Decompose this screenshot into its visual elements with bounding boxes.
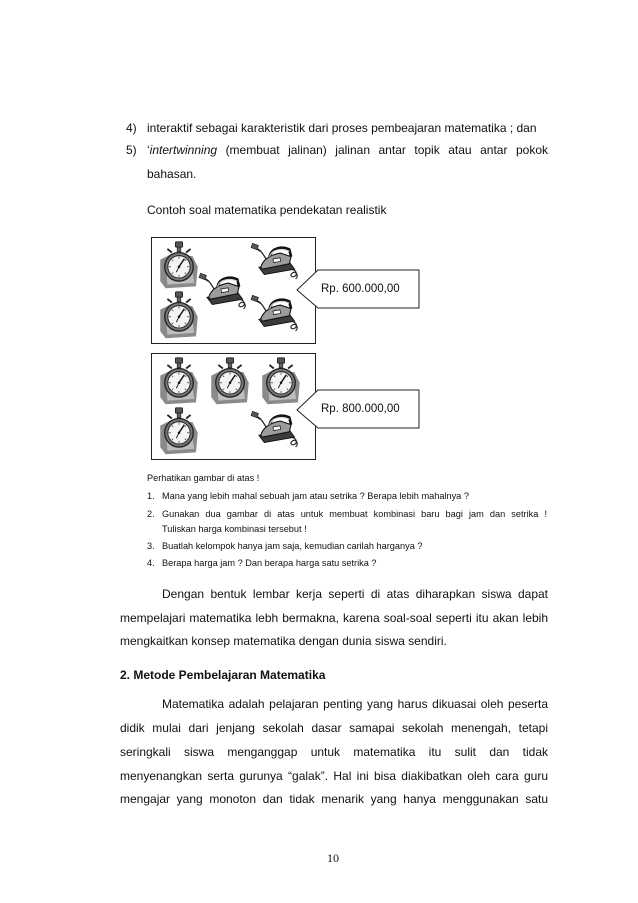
list-item-4-number: 4) — [126, 121, 137, 135]
worksheet-intro: Perhatikan gambar di atas ! — [147, 473, 260, 483]
section-heading: 2. Metode Pembelajaran Matematika — [120, 668, 326, 682]
example-heading: Contoh soal matematika pendekatan realistik — [147, 203, 387, 217]
list-item-4-text: interaktif sebagai karakteristik dari proses pembeajaran matematika ; dan — [147, 121, 537, 135]
paragraph-1-line-3: mengkaitkan konsep matematika dengan dunia siswa sendiri. — [120, 634, 447, 648]
question-3-number: 3. — [147, 541, 155, 551]
list-item-5-text — [147, 143, 548, 158]
stopwatch-icon — [156, 356, 202, 406]
question-4-text: Berapa harga jam ? Dan berapa harga satu setrika ? — [162, 558, 377, 568]
question-2-text: Gunakan dua gambar di atas untuk membuat kombinasi baru bagi jam dan setrika ! — [162, 509, 547, 519]
paragraph-2-line-3: seringkali siswa menganggap untuk matematika itu sulit dan tidak — [120, 745, 548, 759]
iron-icon — [198, 272, 248, 312]
iron-icon — [250, 410, 300, 450]
question-1-number: 1. — [147, 491, 155, 501]
quote-mark: ‘ — [147, 143, 150, 157]
paragraph-1-line-1: Dengan bentuk lembar kerja seperti di atas diharapkan siswa dapat — [162, 587, 548, 601]
figure-box-2 — [151, 353, 316, 460]
list-item-5-continuation: bahasan. — [147, 167, 197, 181]
italic-term: intertwinning — [149, 143, 218, 157]
stopwatch-icon — [156, 406, 202, 456]
paragraph-2-line-5: mengajar yang monoton dan tidak menarik yang hanya menggunakan satu — [120, 792, 548, 806]
question-3-text: Buatlah kelompok hanya jam saja, kemudian carilah harganya ? — [162, 541, 423, 551]
price-callout-1 — [296, 268, 420, 310]
stopwatch-icon — [156, 240, 202, 290]
paragraph-2-line-4: menyenangkan serta gurunya “galak”. Hal ini bisa diakibatkan oleh cara guru — [120, 769, 548, 783]
iron-icon — [250, 242, 300, 282]
paragraph-2-line-2: didik mulai dari jenjang sekolah dasar samapai sekolah menengah, tetapi — [120, 721, 548, 735]
question-2-continuation: Tuliskan harga kombinasi tersebut ! — [162, 524, 307, 534]
list-item-5-rest: (membuat jalinan) jalinan antar topik atau antar pokok — [217, 143, 548, 157]
list-item-5-number: 5) — [126, 143, 137, 157]
question-2-number: 2. — [147, 509, 155, 519]
page-number: 10 — [327, 851, 339, 865]
price-label-1: Rp. 600.000,00 — [321, 283, 400, 295]
price-callout-2 — [296, 388, 420, 430]
figure-box-1 — [151, 237, 316, 344]
paragraph-2-line-1: Matematika adalah pelajaran penting yang harus dikuasai oleh peserta — [162, 697, 548, 711]
paragraph-1-line-2: mempelajari matematika lebh bermakna, karena soal-soal seperti itu akan lebih — [120, 611, 548, 625]
question-4-number: 4. — [147, 558, 155, 568]
iron-icon — [250, 294, 300, 334]
price-label-2: Rp. 800.000,00 — [321, 403, 400, 415]
question-1-text: Mana yang lebih mahal sebuah jam atau setrika ? Berapa lebih mahalnya ? — [162, 491, 469, 501]
stopwatch-icon — [156, 290, 202, 340]
stopwatch-icon — [207, 356, 253, 406]
